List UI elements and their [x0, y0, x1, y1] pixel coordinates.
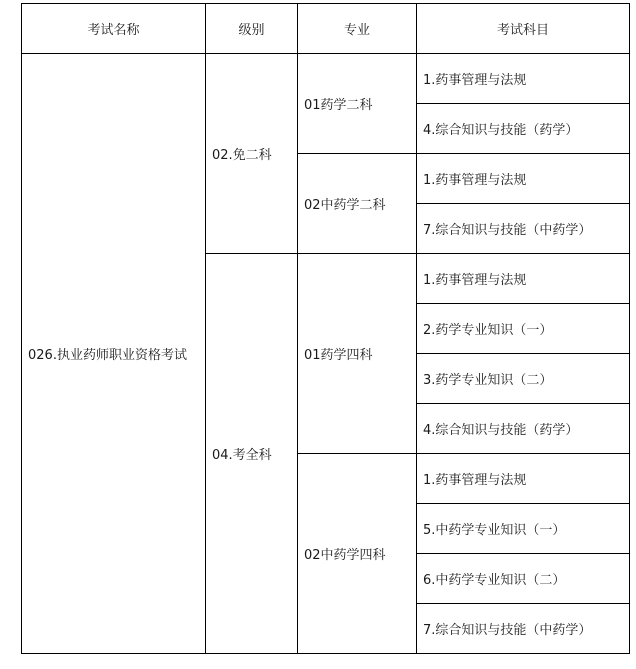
major-cell: 01药学四科 — [298, 254, 417, 454]
subject-cell: 7.综合知识与技能（中药学） — [417, 604, 630, 654]
header-subjects: 考试科目 — [417, 4, 630, 54]
level-cell: 02.免二科 — [206, 54, 298, 254]
subject-cell: 1.药事管理与法规 — [417, 54, 630, 104]
header-exam-name: 考试名称 — [22, 4, 206, 54]
subject-cell: 7.综合知识与技能（中药学） — [417, 204, 630, 254]
header-row — [22, 4, 630, 54]
subject-cell: 4.综合知识与技能（药学） — [417, 404, 630, 454]
subject-cell: 1.药事管理与法规 — [417, 254, 630, 304]
table-row — [22, 54, 630, 104]
subject-cell: 3.药学专业知识（二） — [417, 354, 630, 404]
subject-cell: 6.中药学专业知识（二） — [417, 554, 630, 604]
major-cell: 02中药学四科 — [298, 454, 417, 654]
major-cell: 02中药学二科 — [298, 154, 417, 254]
subject-cell: 4.综合知识与技能（药学） — [417, 104, 630, 154]
header-major: 专业 — [298, 4, 417, 54]
major-cell: 01药学二科 — [298, 54, 417, 154]
level-cell: 04.考全科 — [206, 254, 298, 654]
subject-cell: 2.药学专业知识（一） — [417, 304, 630, 354]
exam-name-cell: 026.执业药师职业资格考试 — [22, 54, 206, 654]
subject-cell: 1.药事管理与法规 — [417, 454, 630, 504]
subject-cell: 1.药事管理与法规 — [417, 154, 630, 204]
exam-subjects-table — [21, 3, 630, 654]
subject-cell: 5.中药学专业知识（一） — [417, 504, 630, 554]
header-level: 级别 — [206, 4, 298, 54]
